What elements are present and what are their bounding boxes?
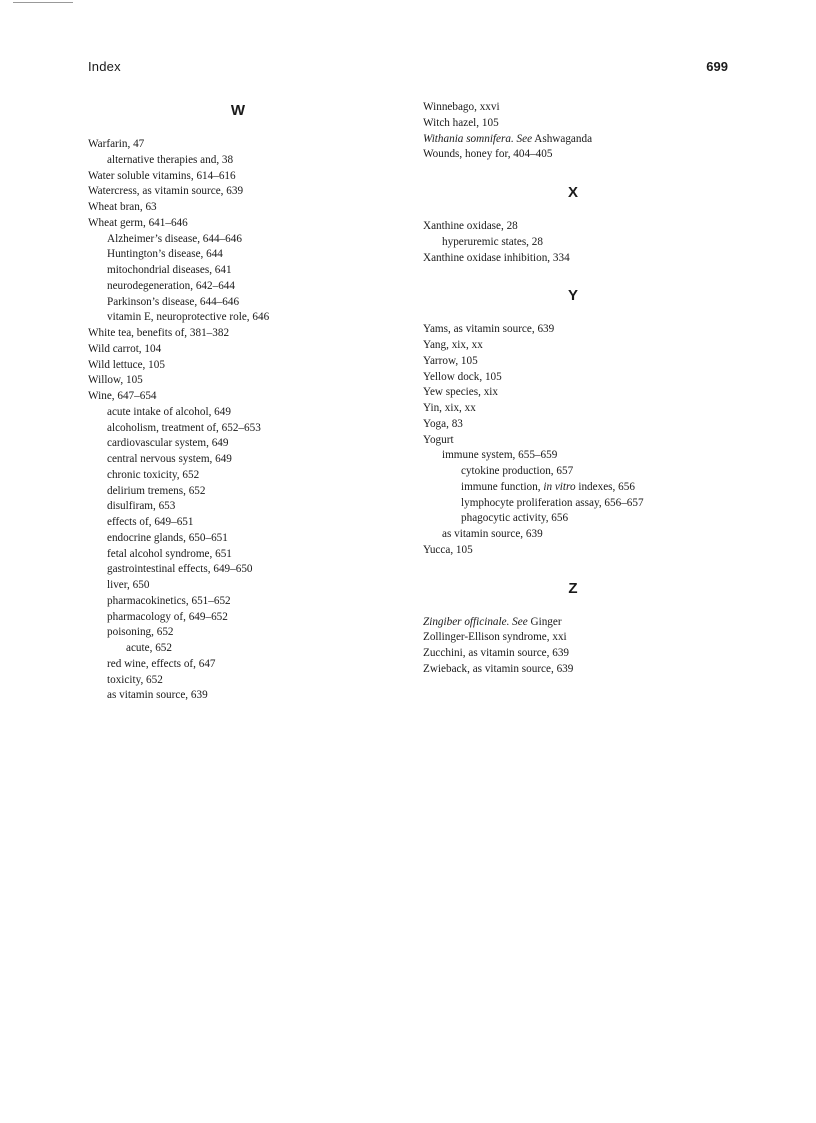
index-column-left xyxy=(88,100,388,704)
index-entry xyxy=(423,615,723,631)
index-entry-crossref: Ashwaganda xyxy=(532,132,593,145)
index-entry: Yellow dock, 105 xyxy=(423,370,502,383)
index-subentry: endocrine glands, 650–651 xyxy=(107,531,228,544)
index-subentry: fetal alcohol syndrome, 651 xyxy=(107,547,232,560)
index-entry: Zucchini, as vitamin source, 639 xyxy=(423,647,570,659)
index-entry: Willow, 105 xyxy=(88,374,143,387)
index-subentry: red wine, effects of, 647 xyxy=(107,657,216,670)
index-subentry: hyperuremic states, 28 xyxy=(442,235,543,248)
index-subentry: cardiovascular system, 649 xyxy=(107,437,229,450)
index-entry: Yogurt xyxy=(423,433,454,446)
index-entry: Wounds, honey for, 404–405 xyxy=(423,148,553,161)
index-subentry: liver, 650 xyxy=(107,579,150,591)
index-subentry: pharmacokinetics, 651–652 xyxy=(107,594,231,607)
index-subentry: Huntington’s disease, 644 xyxy=(107,248,223,261)
section-letter-w: W xyxy=(230,102,246,119)
index-entry: Witch hazel, 105 xyxy=(423,116,499,129)
page-number: 699 xyxy=(706,59,728,74)
section-letter-x: X xyxy=(567,184,578,201)
index-entry: Wheat germ, 641–646 xyxy=(88,216,188,229)
index-subentry: Parkinson’s disease, 644–646 xyxy=(107,295,240,308)
running-head: Index xyxy=(88,59,121,74)
index-entry: Wild carrot, 104 xyxy=(88,342,162,355)
index-subentry: pharmacology of, 649–652 xyxy=(107,610,228,623)
index-subsubentry xyxy=(423,480,723,496)
index-entry: Yin, xix, xx xyxy=(423,402,476,414)
index-entry-text: immune function, xyxy=(461,480,544,493)
index-subentry: effects of, 649–651 xyxy=(107,516,194,528)
crop-mark xyxy=(13,0,73,3)
index-entry: Water soluble vitamins, 614–616 xyxy=(88,169,236,182)
index-entry-italic: in vitro xyxy=(543,480,576,493)
index-subentry: gastrointestinal effects, 649–650 xyxy=(107,563,253,576)
section-letter-y: Y xyxy=(567,287,578,305)
index-entry: Zwieback, as vitamin source, 639 xyxy=(423,662,574,675)
index-subentry: disulfiram, 653 xyxy=(107,500,176,513)
index-entry: Wheat bran, 63 xyxy=(88,201,157,213)
index-entry: White tea, benefits of, 381–382 xyxy=(88,327,230,339)
section-letter-z: Z xyxy=(568,579,578,597)
index-subsubentry: phagocytic activity, 656 xyxy=(461,512,569,525)
index-subentry: acute intake of alcohol, 649 xyxy=(107,405,231,418)
index-subentry: chronic toxicity, 652 xyxy=(107,468,200,481)
index-subentry: toxicity, 652 xyxy=(107,673,163,686)
index-subentry: alternative therapies and, 38 xyxy=(107,153,234,166)
index-entry-text: indexes, 656 xyxy=(575,480,635,493)
index-entry: Wine, 647–654 xyxy=(88,390,157,402)
index-subentry: neurodegeneration, 642–644 xyxy=(107,279,235,292)
index-entry: Yang, xix, xx xyxy=(423,339,483,351)
index-entry: Xanthine oxidase, 28 xyxy=(423,220,518,232)
index-entry: Yew species, xix xyxy=(423,386,498,399)
index-subentry: alcoholism, treatment of, 652–653 xyxy=(107,421,261,434)
index-subentry: Alzheimer’s disease, 644–646 xyxy=(107,232,242,245)
index-subentry: as vitamin source, 639 xyxy=(107,689,208,702)
index-entry xyxy=(423,132,723,148)
index-entry-italic: Zingiber officinale. See xyxy=(423,615,528,628)
index-subentry: vitamin E, neuroprotective role, 646 xyxy=(107,311,270,324)
index-entry: Watercress, as vitamin source, 639 xyxy=(88,185,244,198)
index-column-right xyxy=(423,100,723,678)
index-subentry: as vitamin source, 639 xyxy=(442,528,543,540)
index-entry-italic: Withania somnifera. See xyxy=(423,132,533,145)
index-entry: Wild lettuce, 105 xyxy=(88,358,165,371)
index-subentry: immune system, 655–659 xyxy=(442,449,558,462)
index-subentry: central nervous system, 649 xyxy=(107,453,232,465)
index-entry: Zollinger-Ellison syndrome, xxi xyxy=(423,631,567,644)
index-entry: Yarrow, 105 xyxy=(423,354,478,367)
index-subsubentry: cytokine production, 657 xyxy=(461,465,574,477)
index-entry: Yoga, 83 xyxy=(423,417,463,430)
index-subsubentry: lymphocyte proliferation assay, 656–657 xyxy=(461,496,644,509)
index-subsubentry: acute, 652 xyxy=(126,642,172,654)
index-subentry: delirium tremens, 652 xyxy=(107,484,206,497)
index-entry: Yucca, 105 xyxy=(423,543,473,556)
index-entry: Warfarin, 47 xyxy=(88,138,145,150)
index-subentry: mitochondrial diseases, 641 xyxy=(107,264,232,276)
index-entry: Winnebago, xxvi xyxy=(423,101,500,113)
index-entry: Yams, as vitamin source, 639 xyxy=(423,323,555,336)
index-entry-crossref: Ginger xyxy=(527,615,562,628)
index-entry: Xanthine oxidase inhibition, 334 xyxy=(423,251,570,264)
index-subentry: poisoning, 652 xyxy=(107,626,174,639)
